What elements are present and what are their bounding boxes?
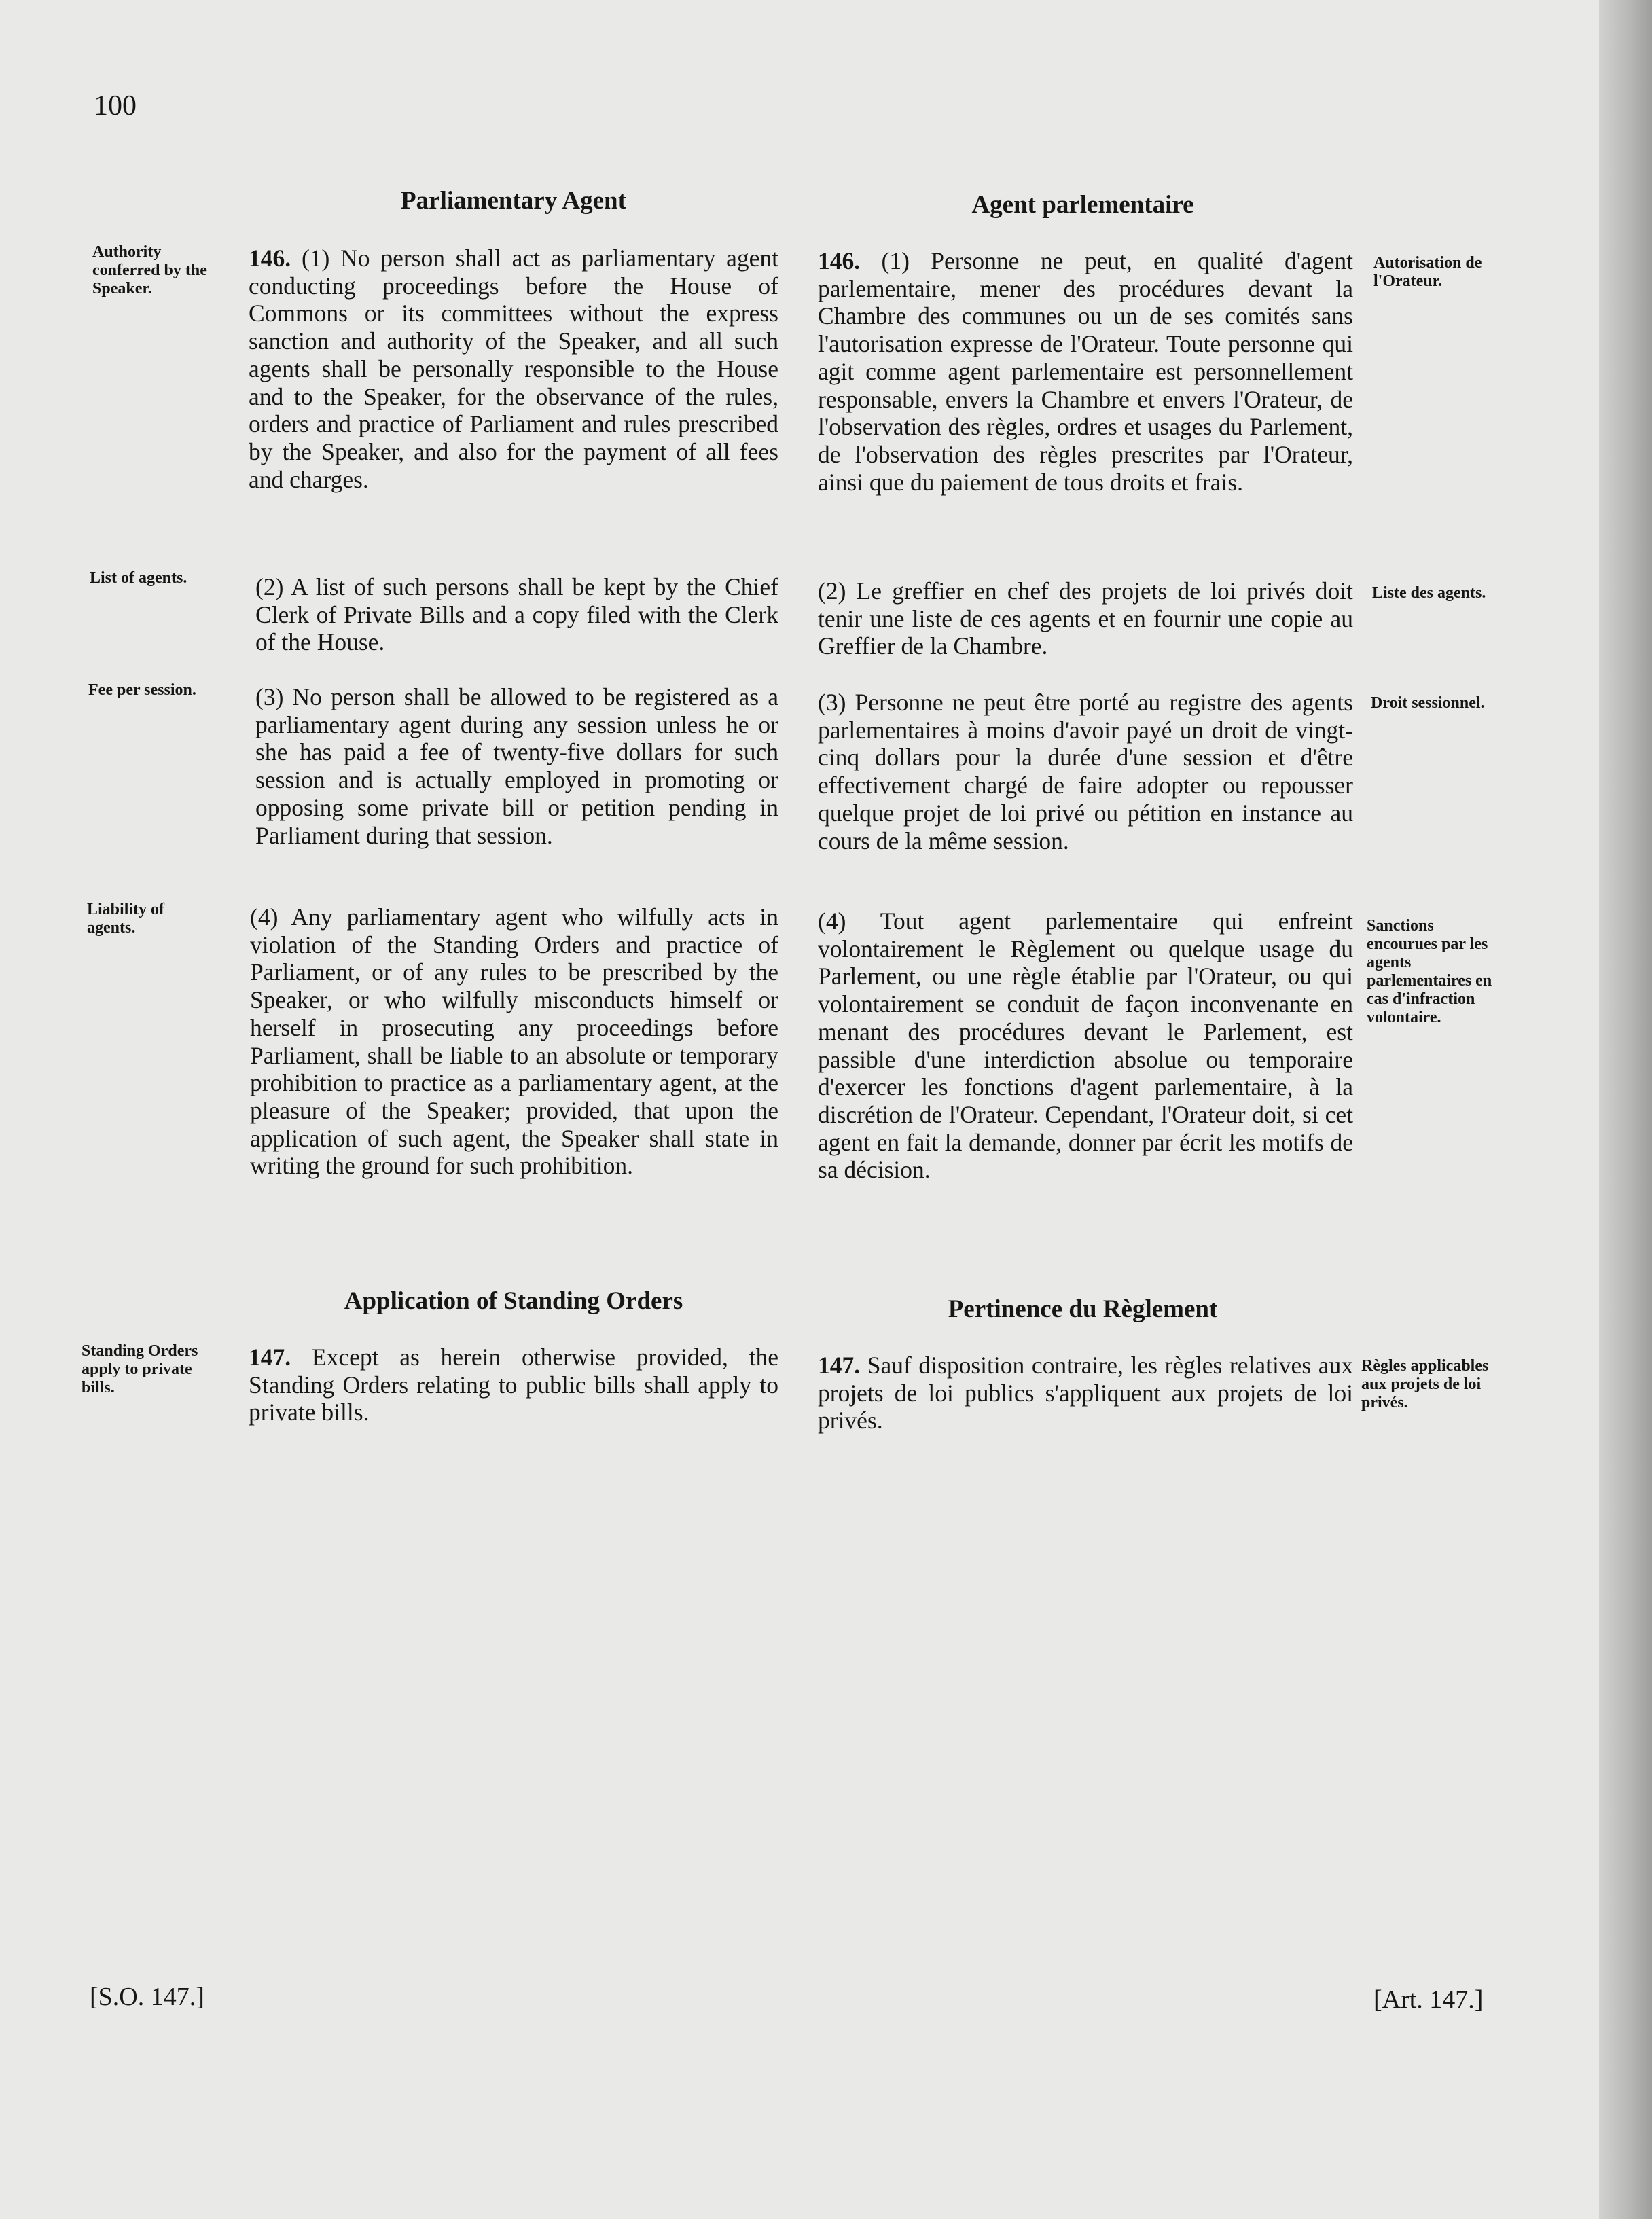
- section-146-1-en: 146. (1) No person shall act as parliamentary agent conducting proceedings before the House of Commons or its committees without the express sanction and authority of the Speaker, and all such agents shall be personally responsible to the House and to the Speaker, for the observance of the rules, orders and practice of Parliament and rules prescribed by the Speaker, and also for the payment of all fees and charges.: [249, 245, 779, 493]
- section-number: 146.: [249, 245, 291, 272]
- section-number: 146.: [818, 247, 861, 274]
- section-146-3-en: (3) No person shall be allowed to be registered as a parliamentary agent during any session unless he or she has paid a fee of twenty-five dollars for such session and is actually employed in promoting or opposing some private bill or petition pending in Parliament during that session.: [255, 683, 778, 849]
- page-number: 100: [94, 90, 137, 122]
- margin-note-liability-fr: Sanctions encourues par les agents parlementaires en cas d'infraction volontaire.: [1367, 917, 1492, 1026]
- margin-note-list-en: List of agents.: [90, 569, 187, 587]
- section-number: 147.: [249, 1343, 291, 1371]
- section-146-1-fr: 146. (1) Personne ne peut, en qualité d'agent parlementaire, mener des procédures devant la Chambre des communes ou un de ses comités sans l'autorisation expresse de l'Orateur. Toute personne qui agit comme agent parlementaire est personnellement responsable, envers la Chambre et envers l'Orateur, de l'observation des règles, ordres et usages du Parlement, de l'observation des règles prescrites par l'Orateur, ainsi que du paiement de tous droits et frais.: [818, 247, 1354, 496]
- footer-article-ref: [Art. 147.]: [1373, 1985, 1484, 2014]
- heading-application-of-standing-orders: Application of Standing Orders: [344, 1287, 683, 1315]
- margin-note-list-fr: Liste des agents.: [1372, 584, 1486, 602]
- section-146-4-en: (4) Any parliamentary agent who wilfully acts in violation of the Standing Orders and practice of Parliament, or of any rules to be prescribed by the Speaker, or who wilfully misconducts himself or herself in prosecuting any proceedings before Parliament, shall be liable to an absolute or temporary prohibition to practice as a parliamentary agent, at the pleasure of the Speaker; provided, that upon the application of such agent, the Speaker shall state in writing the ground for such prohibition.: [250, 903, 778, 1180]
- margin-note-authority-en: Authority conferred by the Speaker.: [92, 243, 207, 297]
- heading-agent-parlementaire: Agent parlementaire: [971, 191, 1194, 219]
- margin-note-standing-fr: Règles applicables aux projets de loi privés.: [1361, 1357, 1489, 1411]
- section-146-2-fr: (2) Le greffier en chef des projets de loi privés doit tenir une liste de ces agents et en fournir une copie au Greffier de la Chambre.: [818, 577, 1353, 660]
- heading-parliamentary-agent: Parliamentary Agent: [401, 187, 626, 215]
- section-146-3-fr: (3) Personne ne peut être porté au registre des agents parlementaires à moins d'avoir payé un droit de vingt-cinq dollars pour la durée d'une session et d'être effectivement chargé de faire adopter ou repousser quelque projet de loi privé ou pétition en instance au cours de la même session.: [818, 689, 1353, 854]
- margin-note-standing-en: Standing Orders apply to private bills.: [82, 1342, 198, 1396]
- footer-standing-order-ref: [S.O. 147.]: [90, 1983, 204, 2011]
- heading-pertinence-du-reglement: Pertinence du Règlement: [948, 1295, 1218, 1323]
- margin-note-liability-en: Liability of agents.: [87, 901, 165, 937]
- section-146-2-en: (2) A list of such persons shall be kept by the Chief Clerk of Private Bills and a copy filed with the Clerk of the House.: [255, 573, 778, 656]
- margin-note-fee-fr: Droit sessionnel.: [1371, 694, 1485, 712]
- section-number: 147.: [818, 1352, 861, 1379]
- page-binding-shadow: [1599, 0, 1652, 2219]
- section-146-4-fr: (4) Tout agent parlementaire qui enfreint volontairement le Règlement ou quelque usage du Parlement, ou une règle établie par l'Orateur, ou qui volontairement se conduit de façon inconvenante en menant des procédures devant le Parlement, est passible d'une interdiction absolue ou temporaire d'exercer les fonctions d'agent parlementaire, à la discrétion de l'Orateur. Cependant, l'Orateur doit, si cet agent en fait la demande, donner par écrit les motifs de sa décision.: [818, 907, 1353, 1184]
- margin-note-authority-fr: Autorisation de l'Orateur.: [1373, 254, 1482, 290]
- section-147-fr: 147. Sauf disposition contraire, les règles relatives aux projets de loi publics s'appliquent aux projets de loi privés.: [818, 1352, 1353, 1435]
- section-147-en: 147. Except as herein otherwise provided, the Standing Orders relating to public bills shall apply to private bills.: [249, 1343, 778, 1426]
- margin-note-fee-en: Fee per session.: [88, 681, 196, 699]
